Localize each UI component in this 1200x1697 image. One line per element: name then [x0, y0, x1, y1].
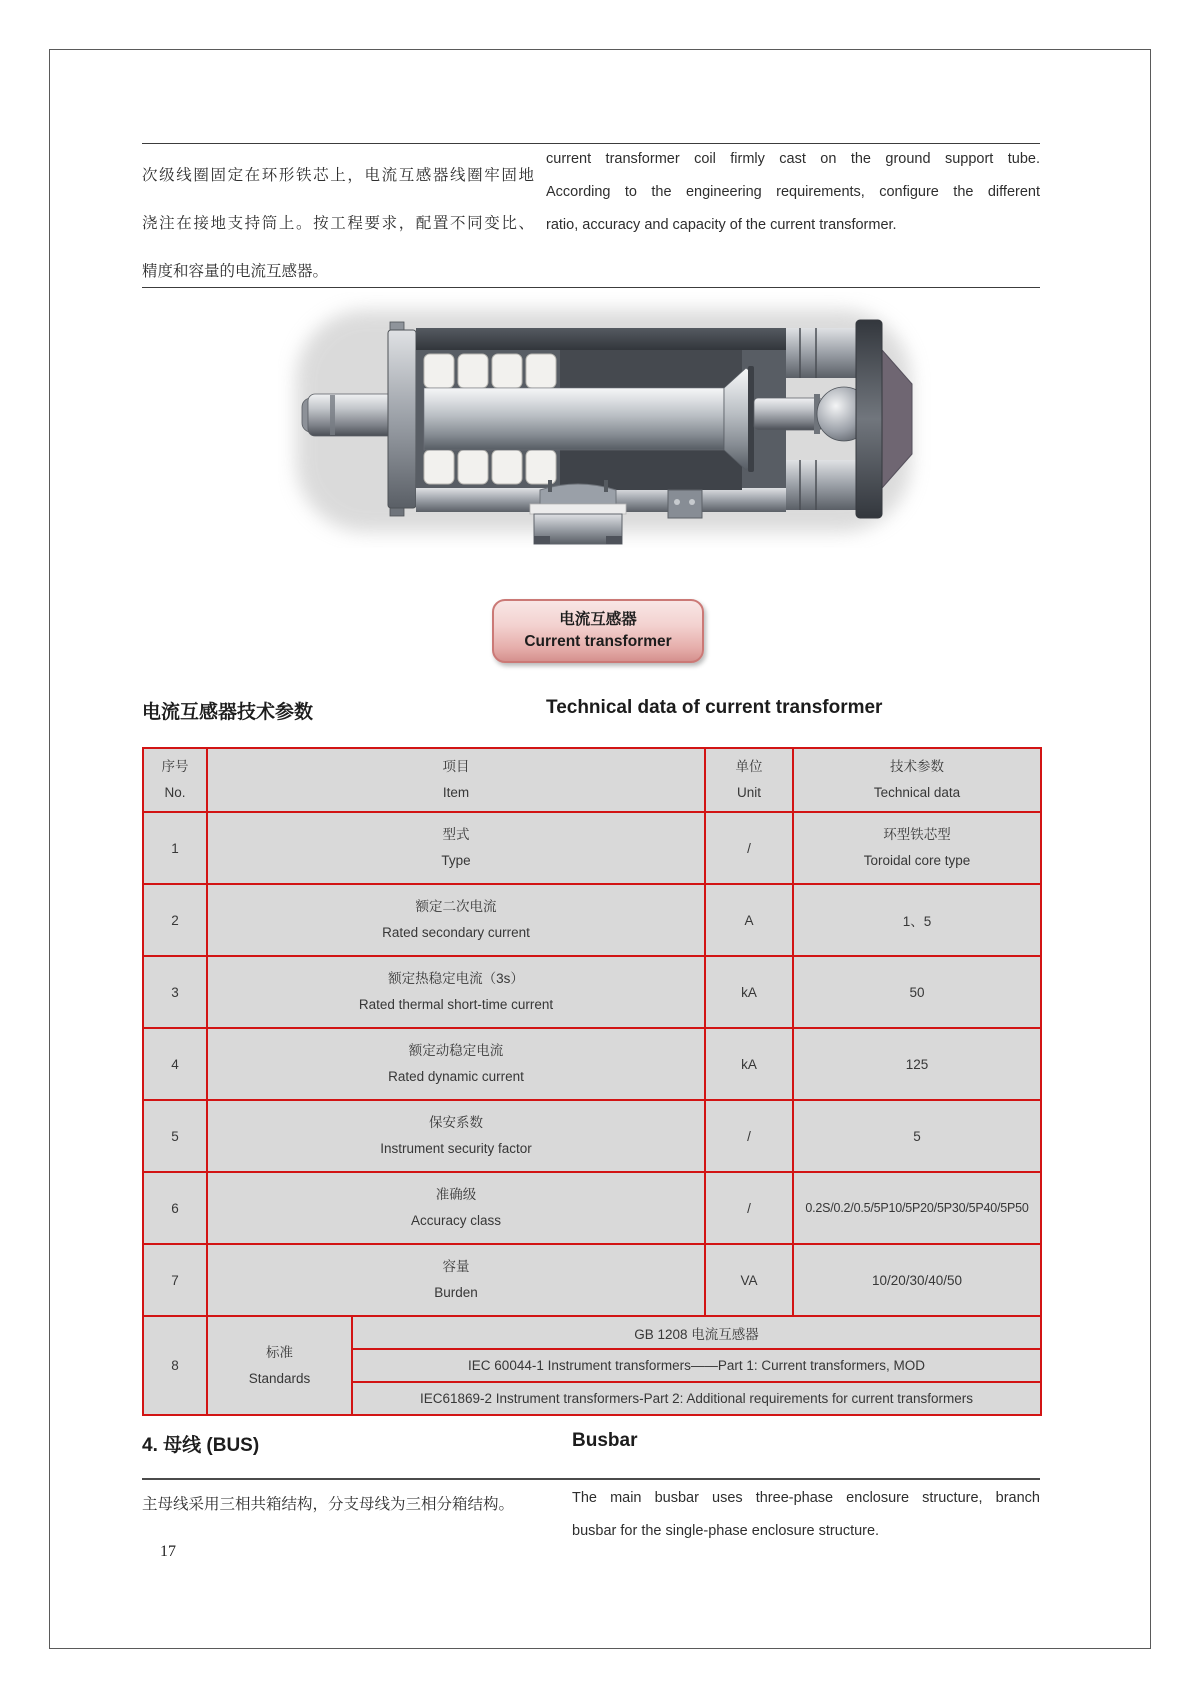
cell-unit: /	[705, 812, 793, 884]
bus-body-zh: 主母线采用三相共箱结构，分支母线为三相分箱结构。	[142, 1496, 515, 1513]
cell-item: 额定动稳定电流 Rated dynamic current	[207, 1028, 705, 1100]
cell-no: 5	[143, 1100, 207, 1172]
ct-section-heading-zh: 电流互感器技术参数	[142, 702, 314, 723]
header-data: 技术参数 Technical data	[793, 748, 1041, 812]
page-number: 17	[160, 1543, 176, 1560]
bus-heading-divider	[142, 1478, 1040, 1480]
table-header-row	[143, 748, 1041, 812]
table-row	[143, 956, 1041, 1028]
header-unit: 单位 Unit	[705, 748, 793, 812]
current-transformer-image	[278, 292, 940, 548]
standards-row	[143, 1316, 1041, 1349]
cell-unit: /	[705, 1172, 793, 1244]
cell-unit: /	[705, 1100, 793, 1172]
cell-item: 准确级 Accuracy class	[207, 1172, 705, 1244]
cell-unit: A	[705, 884, 793, 956]
cell-unit: kA	[705, 1028, 793, 1100]
table-row	[143, 1172, 1041, 1244]
cell-data: 50	[793, 956, 1041, 1028]
cell-data: 125	[793, 1028, 1041, 1100]
cell-no: 2	[143, 884, 207, 956]
bus-section-heading-en: Busbar	[572, 1430, 638, 1451]
header-no: 序号 No.	[143, 748, 207, 812]
cell-no: 6	[143, 1172, 207, 1244]
cell-unit: VA	[705, 1244, 793, 1316]
cell-no: 4	[143, 1028, 207, 1100]
cell-no: 1	[143, 812, 207, 884]
bus-en-line: busbar for the single-phase enclosure structure.	[572, 1523, 880, 1539]
intro-zh-line: 浇注在接地支持筒上。按工程要求，配置不同变比、	[142, 215, 534, 232]
intro-paragraph-en	[546, 143, 1040, 242]
table-row	[143, 812, 1041, 884]
cell-data: 10/20/30/40/50	[793, 1244, 1041, 1316]
cell-data: 环型铁芯型 Toroidal core type	[793, 812, 1041, 884]
ct-section-heading-en: Technical data of current transformer	[546, 697, 883, 718]
cell-unit: kA	[705, 956, 793, 1028]
table-row	[143, 1028, 1041, 1100]
bus-section-heading-zh: 4. 母线 (BUS)	[142, 1435, 260, 1456]
table-row	[143, 1244, 1041, 1316]
cell-no: 3	[143, 956, 207, 1028]
cell-data: 5	[793, 1100, 1041, 1172]
cell-no: 7	[143, 1244, 207, 1316]
intro-en-line: current transformer coil firmly cast on the ground support tube.	[546, 151, 1040, 167]
figure-caption-en: Current transformer	[524, 633, 672, 650]
section-divider	[142, 287, 1040, 288]
figure-caption-box	[492, 599, 704, 663]
intro-zh-line: 精度和容量的电流互感器。	[142, 263, 329, 280]
intro-en-line: ratio, accuracy and capacity of the current transformer.	[546, 217, 897, 233]
cell-standard-iec1: IEC 60044-1 Instrument transformers——Part 1: Current transformers, MOD	[352, 1349, 1041, 1382]
cell-data: 1、5	[793, 884, 1041, 956]
intro-en-line: According to the engineering requirements, configure the different	[546, 184, 1040, 200]
cell-standards-label: 标准 Standards	[207, 1316, 352, 1415]
cell-item: 容量 Burden	[207, 1244, 705, 1316]
technical-data-table	[142, 747, 1042, 1416]
cell-item: 额定二次电流 Rated secondary current	[207, 884, 705, 956]
intro-zh-line: 次级线圈固定在环形铁芯上，电流互感器线圈牢固地	[142, 167, 534, 184]
cell-item: 保安系数 Instrument security factor	[207, 1100, 705, 1172]
cell-no-standards: 8	[143, 1316, 207, 1415]
table-row	[143, 884, 1041, 956]
table-row	[143, 1100, 1041, 1172]
cell-data: 0.2S/0.2/0.5/5P10/5P20/5P30/5P40/5P50	[793, 1172, 1041, 1244]
header-item: 项目 Item	[207, 748, 705, 812]
cell-standard-gb: GB 1208 电流互感器	[352, 1316, 1041, 1349]
intro-paragraph-zh	[142, 152, 534, 296]
cell-item: 型式 Type	[207, 812, 705, 884]
figure-caption-zh: 电流互感器	[559, 611, 637, 628]
cell-standard-iec2: IEC61869-2 Instrument transformers-Part 2: Additional requirements for current transformers	[352, 1382, 1041, 1415]
current-transformer-figure	[278, 292, 940, 548]
cell-item: 额定热稳定电流（3s） Rated thermal short-time current	[207, 956, 705, 1028]
bus-body-en	[572, 1482, 1040, 1548]
bus-en-line: The main busbar uses three-phase enclosure structure, branch	[572, 1490, 1040, 1506]
